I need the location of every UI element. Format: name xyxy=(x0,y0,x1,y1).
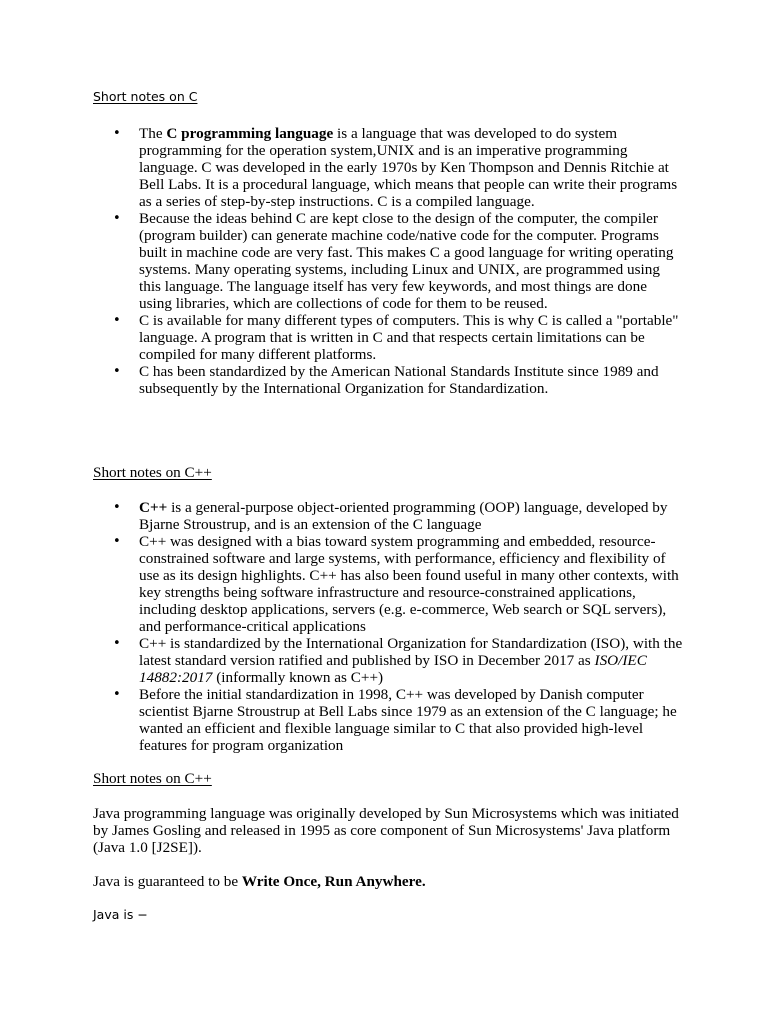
list-item xyxy=(93,363,683,397)
heading-short-notes-cpp: Short notes on C++ xyxy=(93,464,212,481)
item-text: The xyxy=(139,125,167,142)
java-paragraph: Java programming language was originally developed by Sun Microsystems which was initiated by James Gosling and released in 1995 as core component of Sun Microsystems' Java platform (Java 1.0 [J2SE]). xyxy=(93,805,679,856)
java-is-line: Java is − xyxy=(93,907,148,922)
bullet-icon: • xyxy=(113,126,121,141)
list-item xyxy=(93,210,683,312)
bullet-icon: • xyxy=(113,500,121,515)
list-item xyxy=(93,312,683,363)
item-bold-term: C programming language xyxy=(166,125,334,142)
heading-short-notes-c: Short notes on C xyxy=(93,89,198,104)
list-item xyxy=(93,686,683,754)
item-text: (informally known as C++) xyxy=(212,669,384,686)
bullet-icon: • xyxy=(113,211,121,226)
bullet-icon: • xyxy=(113,364,121,379)
bullet-icon: • xyxy=(113,534,121,549)
bullet-icon: • xyxy=(113,687,121,702)
item-text: C++ is standardized by the International Organization for Standardization (ISO), with the latest standard version ratified and published by ISO in December 2017 as xyxy=(139,635,683,669)
item-text: Because the ideas behind C are kept close to the design of the computer, the compiler (program builder) can generate machine code/native code for the computer. Programs built in machine code are very fast. This makes C a good language for writing operating systems. Many operating systems, including Linux and UNIX, are programmed using this language. The language itself has very few keywords, and most things are done using libraries, which are collections of code for them to be reused. xyxy=(139,210,674,312)
list-item xyxy=(93,533,683,635)
guarantee-bold: Write Once, Run Anywhere. xyxy=(241,873,426,890)
bullet-icon: • xyxy=(113,313,121,328)
list-item xyxy=(93,125,683,210)
list-c-notes xyxy=(93,125,683,397)
heading-short-notes-java: Short notes on C++ xyxy=(93,770,212,787)
bullet-icon: • xyxy=(113,636,121,651)
java-guarantee-line xyxy=(93,873,683,890)
list-item xyxy=(93,635,683,686)
item-bold-term: C++ xyxy=(139,499,168,516)
item-italic-term: ISO/IEC 14882:2017 xyxy=(139,652,647,686)
list-item xyxy=(93,499,683,533)
list-cpp-notes xyxy=(93,499,683,754)
item-text: is a language that was developed to do system programming for the operation system,UNIX and is an imperative programming language. C was developed in the early 1970s by Ken Thompson and Dennis Ritchie at Bell Labs. It is a procedural language, which means that people can write their programs as a series of step-by-step instructions. C is a compiled language. xyxy=(139,125,678,210)
item-text: C is available for many different types of computers. This is why C is called a "portable" language. A program that is written in C and that respects certain limitations can be compiled for many different platforms. xyxy=(139,312,679,363)
item-text: C has been standardized by the American National Standards Institute since 1989 and subsequently by the International Organization for Standardization. xyxy=(139,363,659,397)
guarantee-text: Java is guaranteed to be xyxy=(93,873,242,890)
item-text: Before the initial standardization in 1998, C++ was developed by Danish computer scientist Bjarne Stroustrup at Bell Labs since 1979 as an extension of the C language; he wanted an efficient and flexible language similar to C that also provided high-level features for program organization xyxy=(139,686,677,754)
item-text: C++ was designed with a bias toward system programming and embedded, resource-constrained software and large systems, with performance, efficiency and flexibility of use as its design highlights. C++ has also been found useful in many other contexts, with key strengths being software infrastructure and resource-constrained applications, including desktop applications, servers (e.g. e-commerce, Web search or SQL servers), and performance-critical applications xyxy=(139,533,679,635)
item-text: is a general-purpose object-oriented programming (OOP) language, developed by Bjarne Stroustrup, and is an extension of the C language xyxy=(139,499,668,533)
